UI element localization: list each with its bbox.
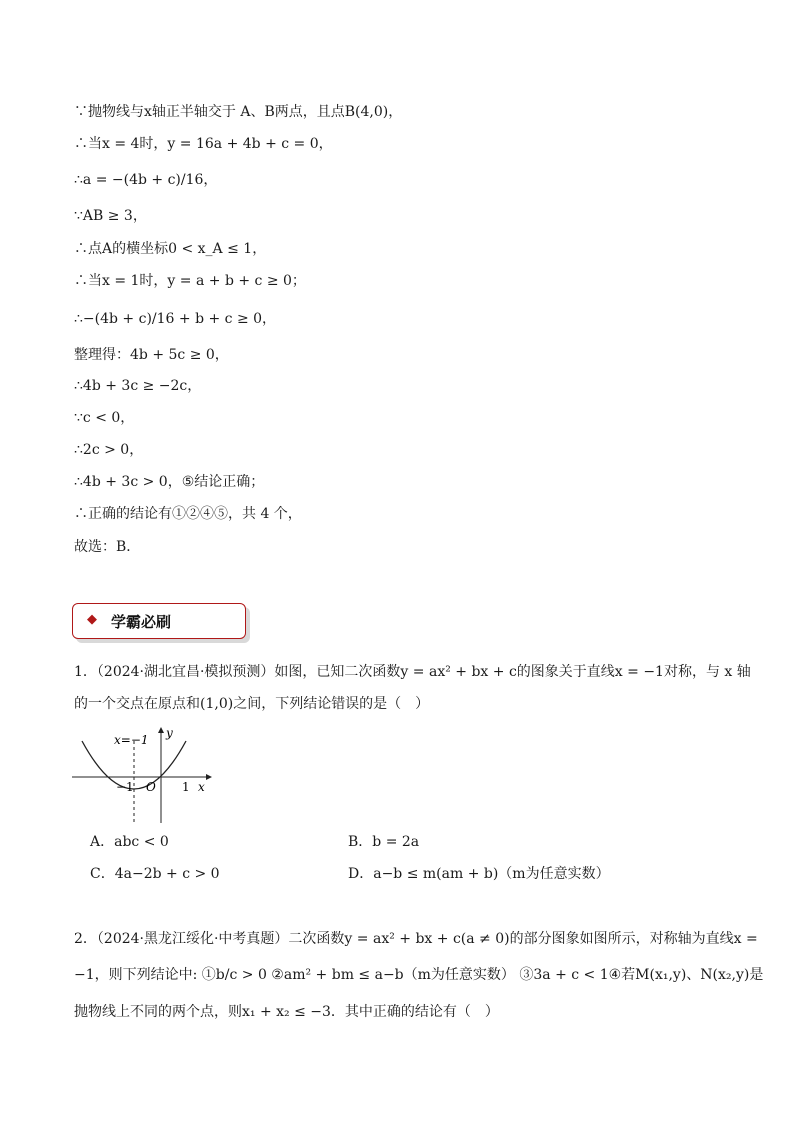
graph-x-label: x — [198, 780, 205, 794]
option-a[interactable]: A．abc < 0 — [90, 834, 169, 850]
graph-axis-label: x=−1 — [114, 733, 149, 747]
question-2-line-2: −1，则下列结论中: ①b/c > 0 ②am² + bm ≤ a−b（m为任意实数） ③3a + c < 1④若M(x₁,y)、N(x₂,y)是 — [74, 967, 764, 983]
question-2-line-1: 2．（2024·黑龙江绥化·中考真题）二次函数y = ax² + bx + c(a ≠ 0)的部分图象如图所示，对称轴为直线x = — [74, 931, 758, 947]
option-b[interactable]: B．b = 2a — [348, 834, 420, 850]
question-1-graph — [70, 725, 215, 825]
graph-y-label: y — [166, 726, 173, 740]
solution-line-4: ∵AB ≥ 3， — [74, 208, 147, 224]
question-1-line-1: 1．（2024·湖北宜昌·模拟预测）如图，已知二次函数y = ax² + bx + c的图象关于直线x = −1对称，与 x 轴 — [74, 664, 751, 680]
solution-line-12: ∴4b + 3c > 0，⑤结论正确； — [74, 474, 265, 490]
solution-line-7: ∴−(4b + c)/16 + b + c ≥ 0， — [74, 311, 277, 327]
solution-line-13: ∴正确的结论有①②④⑤，共 4 个， — [74, 506, 302, 522]
solution-line-3: ∴a = −(4b + c)/16， — [74, 172, 218, 188]
solution-line-5: ∴点A的横坐标0 < x_A ≤ 1， — [74, 241, 267, 257]
diamond-icon: ◆ — [87, 612, 97, 627]
solution-line-11: ∴2c > 0， — [74, 442, 144, 458]
question-1-line-2: 的一个交点在原点和(1,0)之间，下列结论错误的是（ ） — [74, 696, 430, 712]
solution-line-10: ∵c < 0， — [74, 410, 135, 426]
section-title: 学霸必刷 — [111, 613, 172, 631]
option-d[interactable]: D．a−b ≤ m(am + b)（m为任意实数） — [348, 866, 610, 882]
solution-line-1: ∵抛物线与x轴正半轴交于 A、B两点，且点B(4,0)， — [74, 104, 403, 120]
solution-line-6: ∴当x = 1时，y = a + b + c ≥ 0； — [74, 273, 306, 289]
solution-line-2: ∴当x = 4时，y = 16a + 4b + c = 0， — [74, 136, 333, 152]
section-header — [72, 603, 246, 639]
graph-origin-label: O — [146, 780, 156, 794]
solution-line-14: 故选：B． — [74, 539, 141, 555]
graph-neg1-label: −1 — [116, 780, 134, 794]
option-c[interactable]: C．4a−2b + c > 0 — [90, 866, 220, 882]
solution-line-9: ∴4b + 3c ≥ −2c， — [74, 378, 202, 394]
solution-line-8: 整理得：4b + 5c ≥ 0， — [74, 347, 229, 363]
question-2-line-3: 抛物线上不同的两个点，则x₁ + x₂ ≤ −3．其中正确的结论有（ ） — [74, 1004, 499, 1020]
graph-one-label: 1 — [182, 780, 190, 794]
